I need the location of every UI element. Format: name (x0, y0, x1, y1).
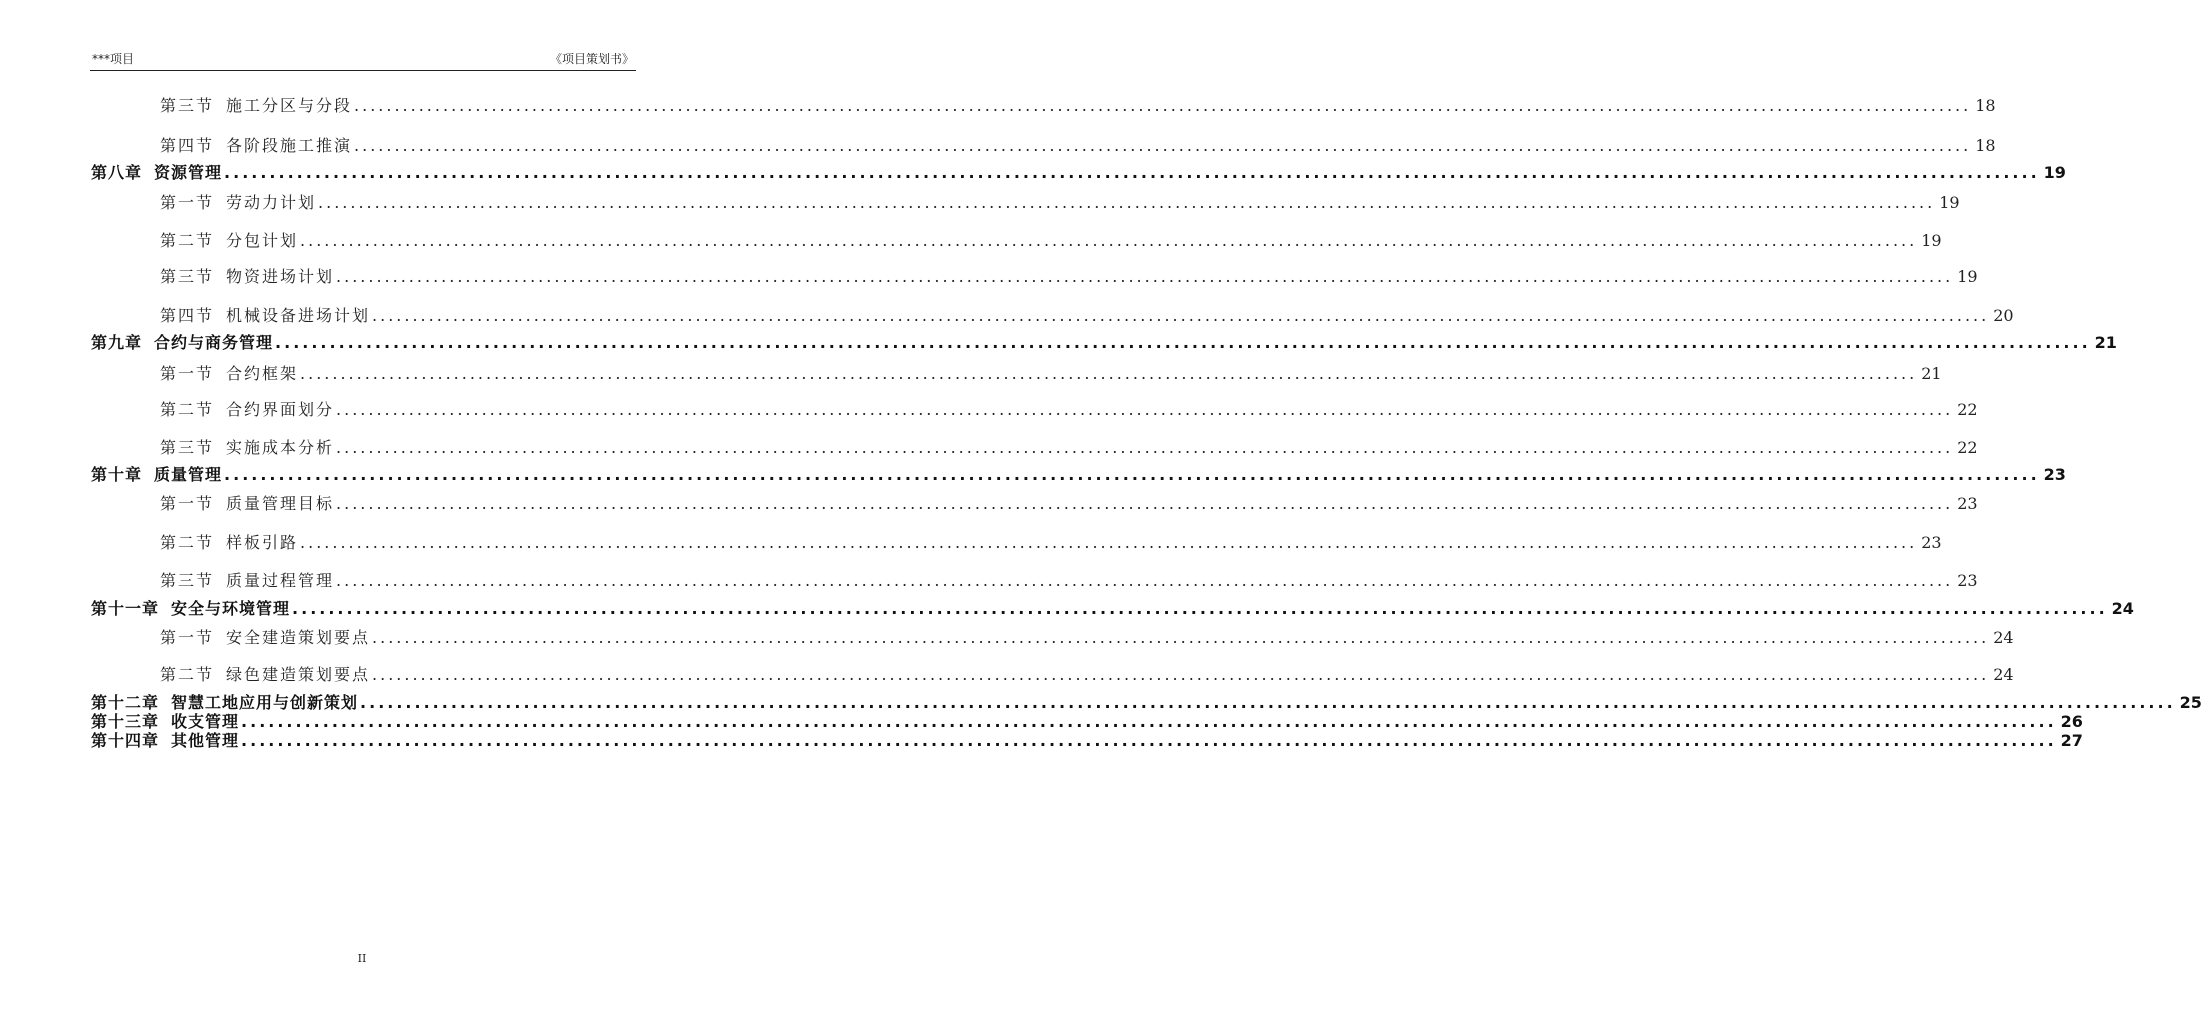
toc-dot-leader: ........................................................................................................................................................................................................ (300, 533, 1918, 552)
toc-entry-label: 第四节 (160, 136, 215, 155)
toc-section-entry[interactable] (160, 93, 1996, 116)
toc-entry-page-number: 22 (1957, 400, 1978, 419)
toc-dot-leader: ........................................................................................................................................................................................................ (224, 465, 2040, 484)
toc-entry-label: 第八章 (91, 163, 143, 182)
toc-entry-title: 合约与商务管理 (154, 333, 274, 352)
toc-entry-label: 第一节 (160, 364, 215, 383)
toc-dot-leader: ........................................................................................................................................................................................................ (372, 665, 1990, 684)
toc-entry-label: 第一节 (160, 193, 215, 212)
toc-dot-leader: ........................................................................................................................................................................................................ (300, 364, 1918, 383)
toc-section-entry[interactable] (160, 190, 1960, 213)
toc-section-entry[interactable] (160, 133, 1996, 156)
toc-entry-label: 第十三章 (91, 712, 160, 731)
toc-entry-label: 第十二章 (91, 693, 160, 712)
toc-entry-label: 第二节 (160, 665, 215, 684)
toc-section-entry[interactable] (160, 625, 2014, 648)
toc-entry-label: 第二节 (160, 533, 215, 552)
toc-dot-leader: ........................................................................................................................................................................................................ (372, 306, 1990, 325)
toc-dot-leader: ........................................................................................................................................................................................................ (224, 163, 2040, 182)
toc-entry-title: 各阶段施工推演 (226, 136, 353, 155)
toc-entry-title: 机械设备进场计划 (226, 306, 371, 325)
toc-entry-label: 第四节 (160, 306, 215, 325)
toc-entry-title: 其他管理 (171, 731, 240, 750)
toc-chapter-entry[interactable] (91, 462, 2066, 485)
toc-dot-leader: ........................................................................................................................................................................................................ (336, 494, 1954, 513)
toc-entry-label: 第三节 (160, 96, 215, 115)
toc-dot-leader: ........................................................................................................................................................................................................ (241, 712, 2057, 731)
toc-entry-page-number: 24 (1993, 665, 2014, 684)
toc-entry-label: 第十四章 (91, 731, 160, 750)
toc-entry-page-number: 23 (2043, 465, 2066, 484)
toc-entry-page-number: 23 (1957, 571, 1978, 590)
toc-entry-title: 合约界面划分 (226, 400, 335, 419)
toc-dot-leader: ........................................................................................................................................................................................................ (354, 136, 1972, 155)
toc-entry-title: 实施成本分析 (226, 438, 335, 457)
toc-entry-label: 第十一章 (91, 599, 160, 618)
toc-entry-label: 第三节 (160, 571, 215, 590)
toc-dot-leader: ........................................................................................................................................................................................................ (354, 96, 1972, 115)
toc-entry-page-number: 22 (1957, 438, 1978, 457)
toc-entry-label: 第二节 (160, 231, 215, 250)
toc-entry-title: 物资进场计划 (226, 267, 335, 286)
toc-entry-title: 施工分区与分段 (226, 96, 353, 115)
toc-entry-title: 智慧工地应用与创新策划 (171, 693, 359, 712)
toc-entry-page-number: 20 (1993, 306, 2014, 325)
toc-section-entry[interactable] (160, 303, 2014, 326)
toc-entry-title: 质量管理 (154, 465, 223, 484)
toc-entry-label: 第一节 (160, 494, 215, 513)
toc-entry-title: 资源管理 (154, 163, 223, 182)
toc-entry-page-number: 18 (1975, 136, 1996, 155)
toc-dot-leader: ........................................................................................................................................................................................................ (318, 193, 1936, 212)
toc-section-entry[interactable] (160, 662, 2014, 685)
toc-entry-page-number: 27 (2060, 731, 2083, 750)
toc-entry-page-number: 19 (1921, 231, 1942, 250)
toc-entry-label: 第三节 (160, 438, 215, 457)
toc-dot-leader: ........................................................................................................................................................................................................ (292, 599, 2108, 618)
page-number: II (357, 952, 367, 965)
toc-entry-page-number: 19 (2043, 163, 2066, 182)
toc-entry-title: 安全与环境管理 (171, 599, 291, 618)
toc-entry-label: 第十章 (91, 465, 143, 484)
toc-entry-title: 绿色建造策划要点 (226, 665, 371, 684)
toc-chapter-entry[interactable] (91, 330, 2117, 353)
toc-chapter-entry[interactable] (91, 728, 2083, 751)
toc-entry-title: 劳动力计划 (226, 193, 317, 212)
header-document-title: 《项目策划书》 (549, 52, 634, 66)
toc-dot-leader: ........................................................................................................................................................................................................ (372, 628, 1990, 647)
toc-entry-page-number: 18 (1975, 96, 1996, 115)
toc-entry-title: 质量管理目标 (226, 494, 335, 513)
toc-entry-label: 第二节 (160, 400, 215, 419)
toc-dot-leader: ........................................................................................................................................................................................................ (275, 333, 2091, 352)
toc-chapter-entry[interactable] (91, 160, 2066, 183)
toc-entry-page-number: 26 (2060, 712, 2083, 731)
toc-dot-leader: ........................................................................................................................................................................................................ (300, 231, 1918, 250)
toc-dot-leader: ........................................................................................................................................................................................................ (336, 267, 1954, 286)
toc-entry-page-number: 24 (2111, 599, 2134, 618)
toc-entry-title: 样板引路 (226, 533, 299, 552)
toc-entry-label: 第三节 (160, 267, 215, 286)
toc-entry-page-number: 25 (2179, 693, 2202, 712)
toc-entry-page-number: 19 (1957, 267, 1978, 286)
toc-entry-page-number: 21 (2094, 333, 2117, 352)
toc-section-entry[interactable] (160, 568, 1978, 591)
toc-entry-page-number: 23 (1921, 533, 1942, 552)
toc-dot-leader: ........................................................................................................................................................................................................ (336, 571, 1954, 590)
toc-entry-title: 安全建造策划要点 (226, 628, 371, 647)
toc-dot-leader: ........................................................................................................................................................................................................ (360, 693, 2176, 712)
toc-entry-title: 收支管理 (171, 712, 240, 731)
toc-section-entry[interactable] (160, 397, 1978, 420)
toc-section-entry[interactable] (160, 491, 1978, 514)
toc-entry-title: 分包计划 (226, 231, 299, 250)
toc-dot-leader: ........................................................................................................................................................................................................ (336, 438, 1954, 457)
toc-section-entry[interactable] (160, 228, 1942, 251)
toc-section-entry[interactable] (160, 361, 1942, 384)
toc-section-entry[interactable] (160, 435, 1978, 458)
toc-entry-page-number: 21 (1921, 364, 1942, 383)
toc-entry-label: 第九章 (91, 333, 143, 352)
toc-entry-title: 合约框架 (226, 364, 299, 383)
header-project-name: ***项目 (92, 52, 135, 66)
toc-entry-page-number: 24 (1993, 628, 2014, 647)
toc-dot-leader: ........................................................................................................................................................................................................ (241, 731, 2057, 750)
toc-section-entry[interactable] (160, 264, 1978, 287)
toc-entry-page-number: 19 (1939, 193, 1960, 212)
toc-dot-leader: ........................................................................................................................................................................................................ (336, 400, 1954, 419)
toc-entry-page-number: 23 (1957, 494, 1978, 513)
toc-chapter-entry[interactable] (91, 596, 2134, 619)
toc-section-entry[interactable] (160, 530, 1942, 553)
toc-entry-label: 第一节 (160, 628, 215, 647)
toc-entry-title: 质量过程管理 (226, 571, 335, 590)
